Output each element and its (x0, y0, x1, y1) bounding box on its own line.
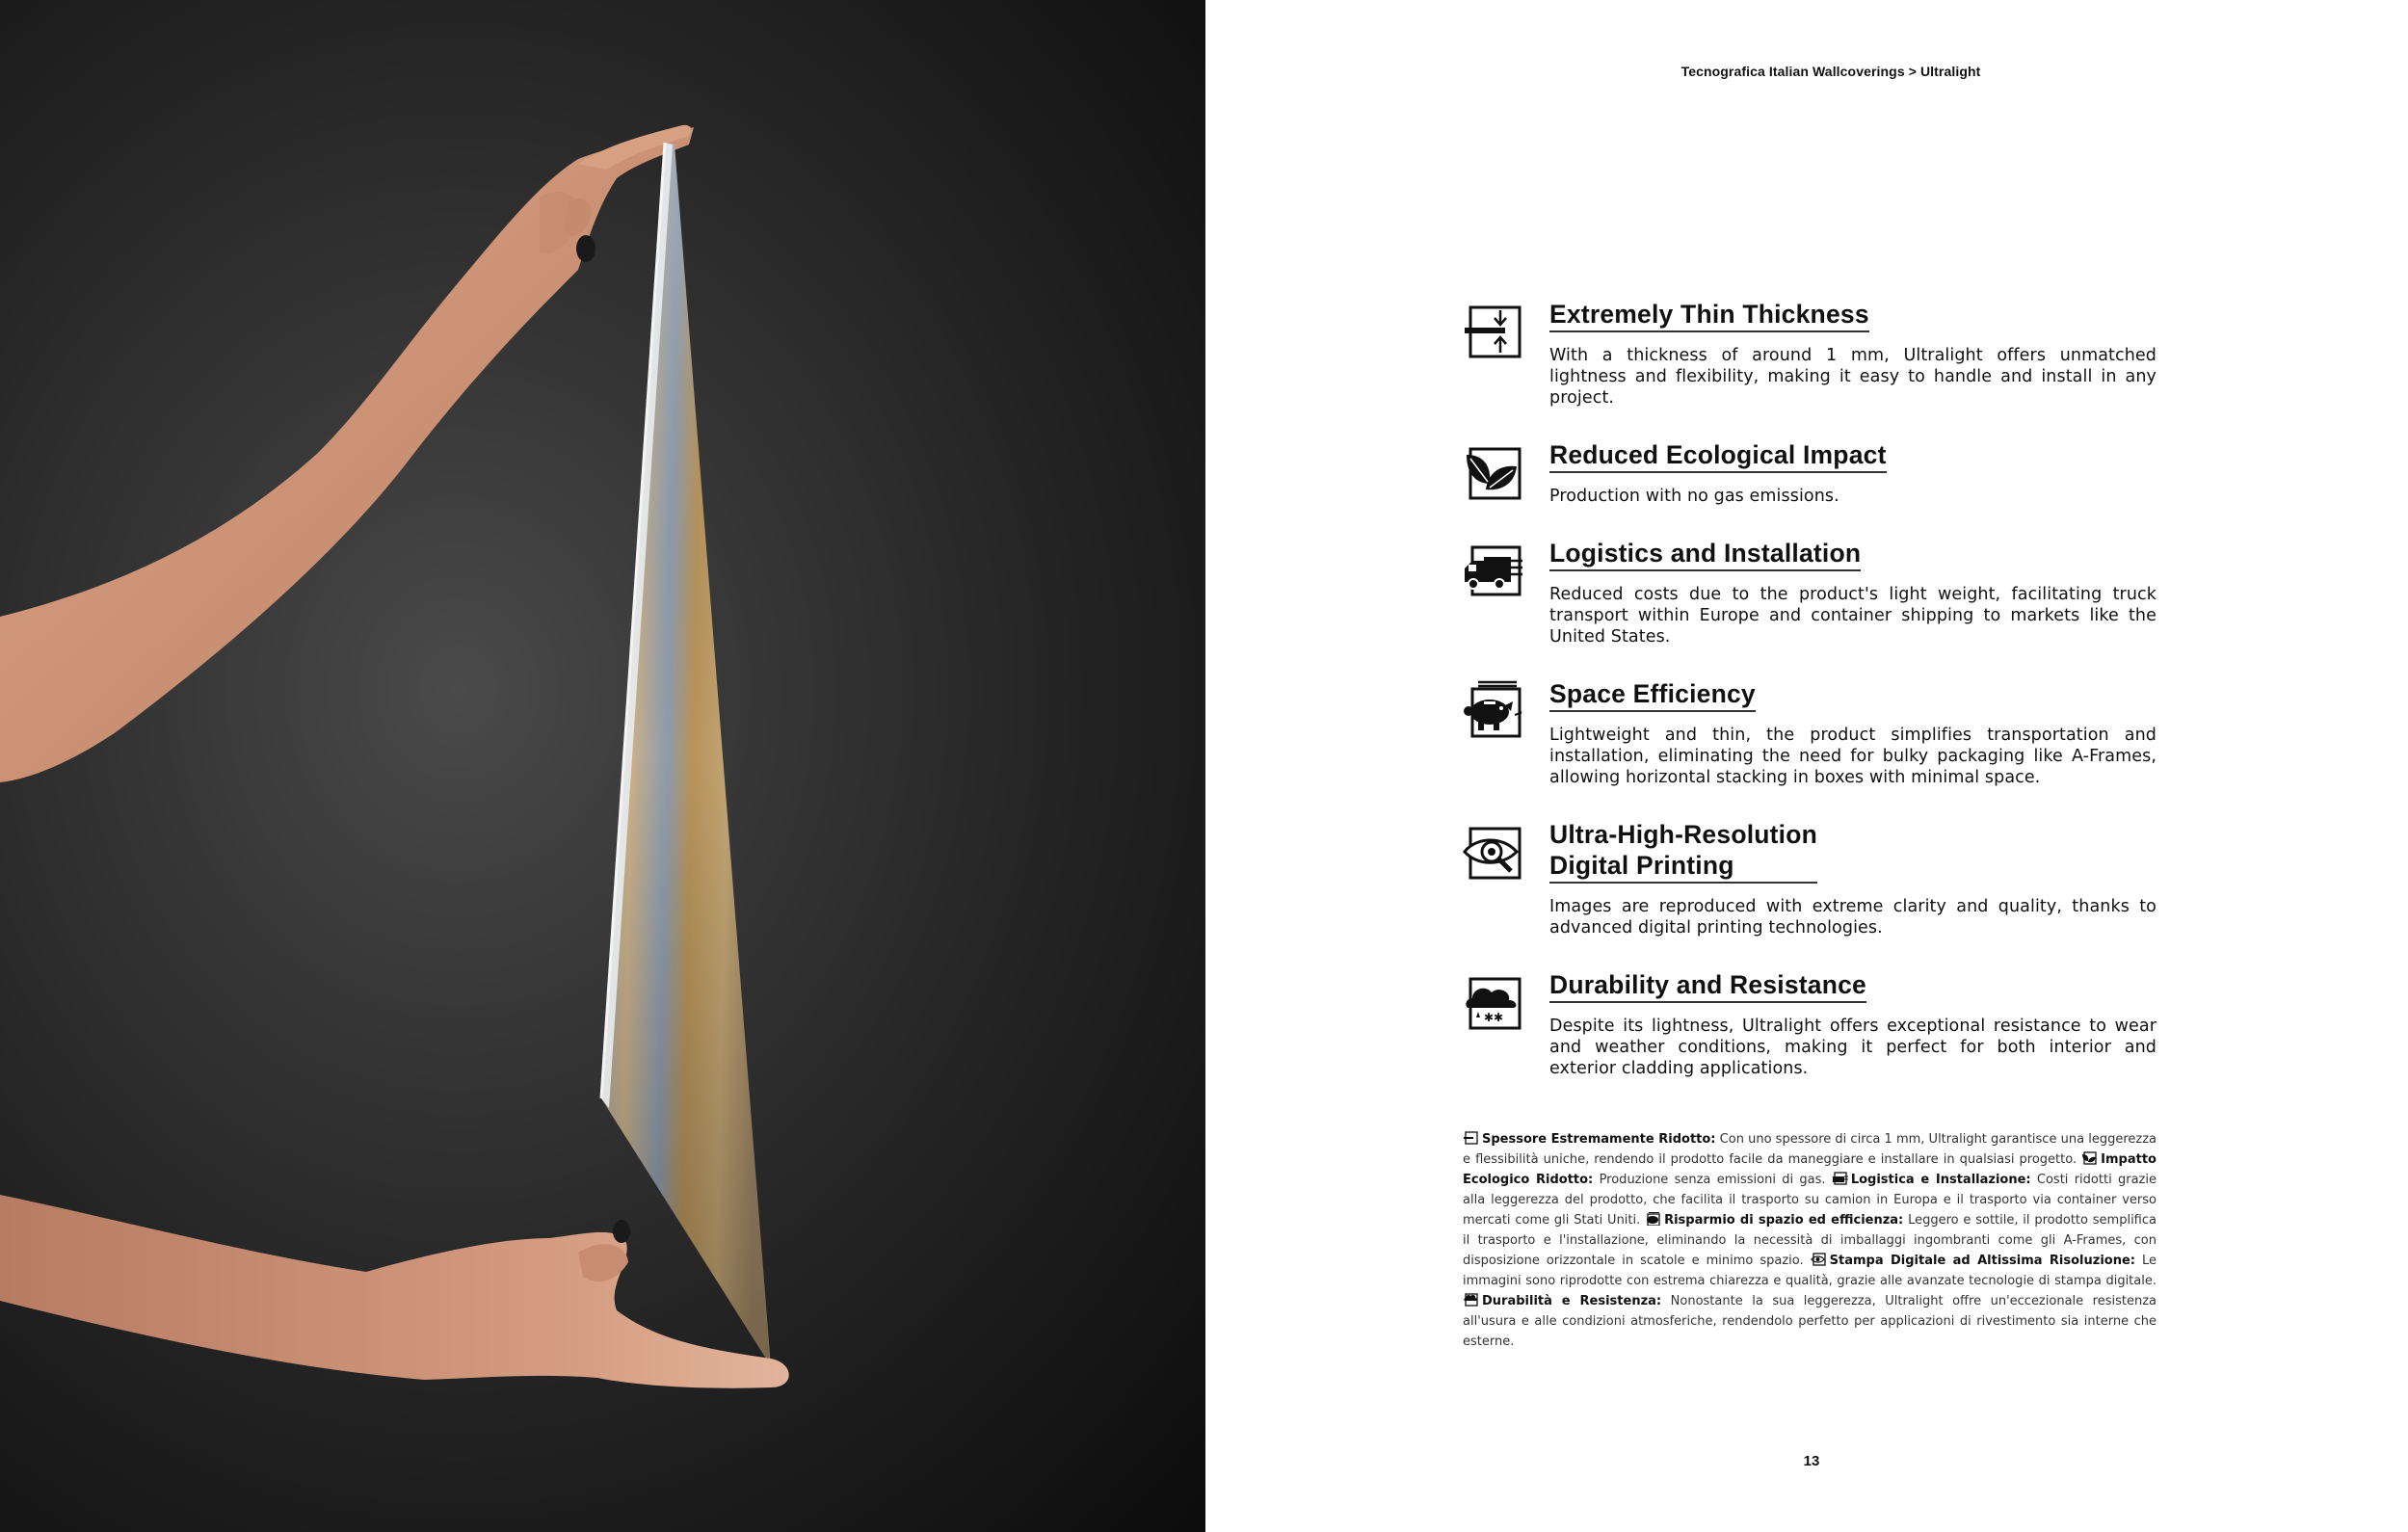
features-list (1463, 299, 2157, 1079)
feature-title-line-2: Digital Printing (1549, 851, 1734, 880)
feature-digital-printing (1463, 819, 2157, 938)
feature-ecological-impact (1463, 439, 2157, 507)
italian-term: Risparmio di spazio ed efficienza: (1664, 1213, 1904, 1228)
feature-thin-thickness (1463, 299, 2157, 409)
feature-title-line-1: Ultra-High-Resolution (1549, 820, 1818, 849)
svg-text:✱✱: ✱✱ (1484, 1011, 1504, 1024)
leaf-icon (2081, 1151, 2098, 1165)
feature-title: Extremely Thin Thickness (1549, 299, 1869, 332)
eye-magnifier-icon (1463, 825, 1522, 885)
feature-description: Despite its lightness, Ultralight offers exceptional resistance to wear and weather conditions, making it perfect for both interior and exterior cladding applications. (1549, 1017, 2157, 1078)
italian-text: Leggero e sottile, il prodotto semplifica il trasporto e l'installazione, eliminando la necessità di imballaggi ingombranti come gli A-Frames, con disposizione orizzontale in scatole e minimo spazio. (1463, 1213, 2157, 1268)
italian-term: Stampa Digitale ad Altissima Risoluzione: (1829, 1254, 2135, 1268)
leaf-icon (1463, 445, 1522, 505)
weather-cloud-icon (1463, 975, 1522, 1035)
italian-term: Spessore Estremamente Ridotto: (1482, 1132, 1716, 1147)
feature-title: Logistics and Installation (1549, 538, 1861, 571)
feature-description: With a thickness of around 1 mm, Ultralight offers unmatched lightness and flexibility, making it easy to handle and install in any project. (1549, 346, 2157, 408)
feature-title (1549, 819, 1817, 884)
delivery-truck-icon (1463, 543, 1522, 603)
italian-text: Nonostante la sua leggerezza, Ultralight offre un'eccezionale resistenza all'usura e alle condizioni atmosferiche, rendendolo perfetto per applicazioni di rivestimento sia interne che esterne. (1463, 1294, 2157, 1349)
italian-text: Con uno spessore di circa 1 mm, Ultralight garantisce una leggerezza e flessibilità uniche, rendendo il prodotto facile da maneggiare e installare in qualsiasi progetto. (1463, 1132, 2157, 1167)
italian-text: Costi ridotti grazie alla leggerezza del prodotto, che facilita il trasporto su camion in Europa e il trasporto via container verso mercati come gli Stati Uniti. (1463, 1173, 2157, 1228)
feature-title: Reduced Ecological Impact (1549, 439, 1887, 473)
italian-term: Durabilità e Resistenza: (1482, 1294, 1662, 1308)
feature-title: Space Efficiency (1549, 678, 1756, 712)
feature-space-efficiency (1463, 678, 2157, 788)
feature-description: Reduced costs due to the product's light weight, facilitating truck transport within Europe and container shipping to markets like the United States. (1549, 585, 2157, 647)
eye-magnifier-icon (1811, 1253, 1827, 1266)
italian-term: Logistica e Installazione: (1850, 1173, 2031, 1187)
page-number: 13 (1803, 1453, 1820, 1469)
feature-description: Lightweight and thin, the product simplifies transportation and installation, eliminating the need for bulky packaging like A-Frames, allowing horizontal stacking in boxes with minimal space. (1549, 726, 2157, 787)
thickness-arrows-icon (1463, 1131, 1479, 1145)
piggy-bank-icon (1463, 680, 1522, 740)
thickness-arrows-icon (1463, 304, 1522, 364)
piggy-bank-icon (1645, 1212, 1661, 1226)
feature-description: Images are reproduced with extreme clarity and quality, thanks to advanced digital printing technologies. (1549, 897, 2157, 938)
delivery-truck-icon (1832, 1172, 1848, 1185)
feature-description: Production with no gas emissions. (1549, 487, 1839, 506)
weather-cloud-icon (1463, 1293, 1479, 1307)
feature-logistics (1463, 538, 2157, 647)
breadcrumb: Tecnografica Italian Wallcoverings > Ultralight (1680, 64, 1981, 79)
italian-summary (1463, 1129, 2157, 1352)
feature-durability (1463, 969, 2157, 1079)
italian-text: Le immagini sono riprodotte con estrema chiarezza e qualità, grazie alle avanzate tecnologie di stampa digitale. (1463, 1254, 2157, 1288)
italian-text: Produzione senza emissioni di gas. (1599, 1173, 1826, 1187)
feature-title: Durability and Resistance (1549, 969, 1866, 1003)
italian-term: Impatto Ecologico Ridotto: (1463, 1152, 2157, 1187)
